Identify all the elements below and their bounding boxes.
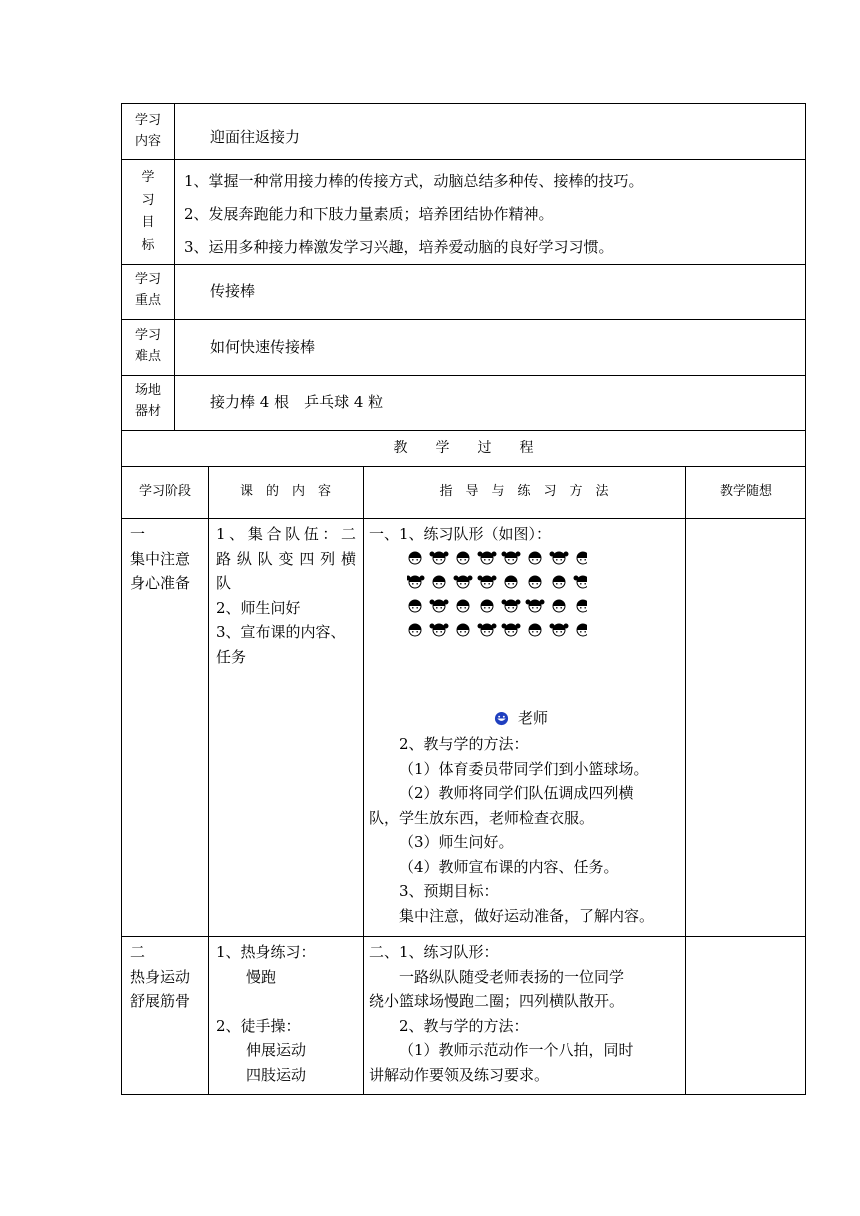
student-boy-icon — [529, 576, 541, 588]
student-girl-icon — [430, 600, 449, 613]
student-boy-icon — [409, 624, 421, 636]
info-label: 学习 重点 — [134, 272, 161, 308]
info-value: 如何快速传接棒 — [210, 338, 316, 356]
section-row — [122, 936, 805, 1094]
student-boy-icon — [481, 600, 493, 612]
student-girl-icon — [430, 624, 449, 637]
student-girl-icon — [502, 552, 521, 565]
info-value: 接力棒 4 根 乒乓球 4 粒 — [210, 393, 384, 411]
objective-item: 2、发展奔跑能力和下肢力量素质；培养团结协作精神。 — [184, 205, 554, 223]
student-girl-icon — [478, 576, 497, 589]
student-boy-icon — [577, 552, 587, 564]
student-boy-icon — [553, 576, 565, 588]
student-boy-icon — [433, 576, 445, 588]
teacher-legend: 老师 — [494, 706, 548, 731]
student-boy-icon — [457, 624, 469, 636]
info-label: 场地 器材 — [134, 383, 161, 419]
info-row-content — [122, 104, 805, 160]
student-girl-icon — [526, 600, 545, 613]
objectives-list — [184, 165, 644, 264]
lesson-plan-table — [121, 103, 806, 1095]
method-cell: 一、1、练习队形（如图）： — [369, 525, 552, 543]
process-title: 教 学 过 程 — [393, 440, 534, 456]
student-boy-icon — [577, 600, 587, 612]
student-girl-icon — [478, 624, 497, 637]
formation-diagram — [407, 550, 587, 650]
stage-cell: 一 集中注意 身心准备 — [130, 525, 191, 592]
info-value: 传接棒 — [210, 282, 256, 300]
column-header: 指 导 与 练 习 方 法 — [439, 484, 609, 499]
column-header-row — [122, 466, 805, 519]
student-girl-icon — [478, 552, 497, 565]
student-boy-icon — [529, 552, 541, 564]
info-label: 学习 难点 — [134, 328, 161, 364]
method-text: 2、教与学的方法： （1）体育委员带同学们到小篮球场。 （2）教师将同学们队伍调成四列横 队，学生放东西，老师检查衣服。 （3）师生问好。 （4）教师宣布课的内容、任务。 3、预期目标： 集中注意，做好运动准备，了解内容。 — [369, 735, 655, 925]
section-row — [122, 518, 805, 937]
info-row-key-point — [122, 264, 805, 320]
student-girl-icon — [502, 624, 521, 637]
student-boy-icon — [529, 624, 541, 636]
student-boy-icon — [457, 552, 469, 564]
column-header: 学习阶段 — [138, 484, 191, 499]
student-girl-icon — [574, 576, 588, 589]
info-label: 学习 内容 — [134, 113, 161, 149]
objective-item: 1、掌握一种常用接力棒的传接方式，动脑总结多种传、接棒的技巧。 — [184, 172, 644, 190]
info-row-objectives — [122, 159, 805, 265]
method-cell: 二、1、练习队形： 一路纵队随受老师表扬的一位同学 绕小篮球场慢跑二圈；四列横队散开。 2、教与学的方法： （1）教师示范动作一个八拍，同时 讲解动作要领及练习要求。 — [369, 943, 634, 1084]
process-title-row — [122, 430, 805, 467]
content-cell: 1、集合队伍：二 路纵队变四列横 队 2、师生问好 3、宣布课的内容、 任务 — [216, 525, 356, 666]
info-row-equipment — [122, 375, 805, 431]
teacher-icon — [494, 711, 509, 726]
content-cell: 1、热身练习： 慢跑 2、徒手操： 伸展运动 四肢运动 — [216, 943, 316, 1084]
student-boy-icon — [409, 552, 421, 564]
column-header: 教学随想 — [719, 484, 772, 499]
student-girl-icon — [430, 552, 449, 565]
column-header: 课 的 内 容 — [239, 484, 331, 499]
student-girl-icon — [550, 552, 569, 565]
info-row-difficulty — [122, 319, 805, 376]
stage-cell: 二 热身运动 舒展筋骨 — [130, 943, 191, 1010]
student-boy-icon — [553, 600, 565, 612]
student-boy-icon — [409, 600, 421, 612]
student-boy-icon — [457, 600, 469, 612]
student-boy-icon — [505, 576, 517, 588]
info-value: 迎面往返接力 — [210, 128, 301, 146]
objective-item: 3、运用多种接力棒激发学习兴趣，培养爱动脑的良好学习习惯。 — [184, 238, 614, 256]
info-label: 学 习 目 标 — [141, 170, 155, 253]
student-boy-icon — [577, 624, 587, 636]
student-girl-icon — [550, 624, 569, 637]
student-girl-icon — [502, 600, 521, 613]
student-girl-icon — [407, 576, 425, 589]
student-girl-icon — [454, 576, 473, 589]
